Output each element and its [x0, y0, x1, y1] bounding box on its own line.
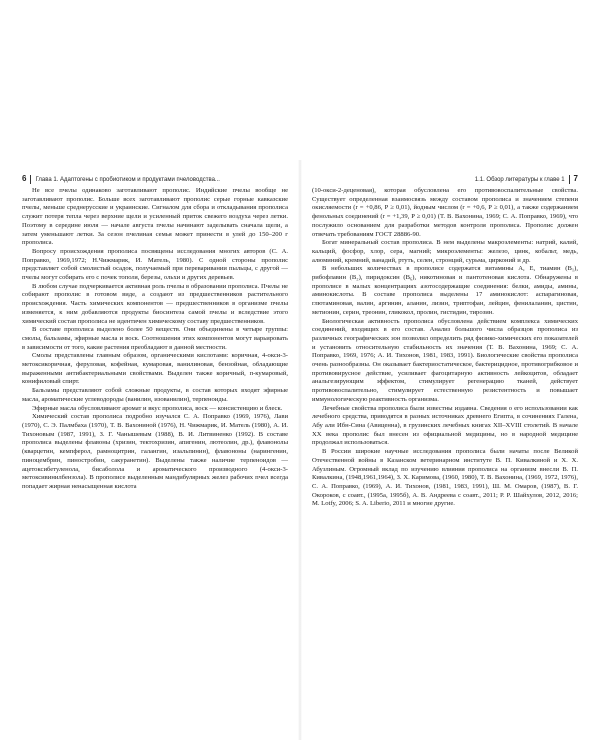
left-running-head-title: Глава 1. Адаптогены с пробиотиком и продуктами пчеловодства...	[35, 177, 220, 183]
paragraph: (10-окси-2-деценовая), которая обусловлена его противовоспалительные свойства. Существует определенная взаимосвязь между составом прополиса и значением степени окисляемости (r = +0,86, P ≥ 0,01), йодным числом (r = +0,6, P ≥ 0,01), а также содержанием фенольных соединений (r = +1,39, P ≥ 0,01) (Т. В. Вахонина, 1969; С. А. Поправко, 1969), что послужило основанием для разработки методов контроля прополиса. Прополис должен отвечать требованиям ГОСТ 28886-90.	[312, 187, 578, 238]
paragraph: Эфирные масла обусловливают аромат и вкус прополиса, воск — консистенцию и блеск.	[32, 404, 283, 412]
paragraph: Биологическая активность прополиса обусловлена действием комплекса химических соединений, входящих в его состав. Анализ большого числа образцов прополиса из различных географических зон позволил определить ряд физико-химических его показателей и установить относительную стабильность их значения (Т. В. Вахонина, 1969; С. А. Поправко, 1969, 1976; А. И. Тихонов, 1981, 1983, 1991). Биологические свойства прополиса очень разнообразны. Он оказывает бактериостатическое, бактерицидное, противогрибковое и противовирусное действие, усиливает фагоцитарную активность лейкоцитов, обладает анальгезирующим эффектом, стимулирует регенерацию тканей, действует противовоспалительно, стимулирует естественную резистентность и повышает иммунологическую реактивность организма.	[312, 317, 578, 403]
paragraph: Вопросу происхождения прополиса посвящены исследования многих авторов (С. А. Поправко, 1969,1972; Н.Чижмарик, И. Матель, 1980). С одной стороны прополис представляет собой смолистый осадок, получаемый при переваривании пыльцы, с другой — пчелы могут собирать его с почек тополя, березы, ольхи и других деревьев.	[22, 247, 288, 282]
paragraph: Химический состав прополиса подробно изучался С. А. Поправко (1969, 1976), Лави (1970), С. Э. Палмбаха (1970), Т. В. Вахониной (1976), Н. Чижмарик, И. Матель (1980), А. И. Тихоновым (1987, 1991), З. Г. Чанышевым (1988), В. И. Литвиненко (1992). В составе прополиса выделены флавоны (хризин, тектохризин, апигенин, лютеолин, др.), флавонолы (кварцетин, кемпферол, рамноцитрин, галангин, изальпинин), флавононы (нарингенин, пиноцембрин, пиностробин, сакуранетин). Выделены также наличие терпеноидов — ацетоксибетуленола, бисаболола и ароматического производного (4-окси-3-метоксивинилбензола). В прополисе выделенным мандибулярных желез рабочих пчел всегда попадает жирная ненасыщенная кислота	[22, 413, 288, 490]
paragraph: Лечебные свойства прополиса были известны издавна. Сведения о его использовании как лечебного средства, приводятся в разных источниках древнего Египта, в сочинениях Галена, Абу али Ибн-Сина (Авиценна), в грузинских лечебных книгах XII–XVIII столетий. В начале XX века прополис был внесен из официальной медицины, но в народной медицине продолжал использоваться.	[312, 404, 578, 447]
right-head-separator	[569, 175, 570, 184]
right-page-text	[312, 187, 578, 733]
left-page	[22, 173, 288, 733]
left-head-separator	[30, 175, 31, 184]
right-page-number: 7	[573, 174, 578, 183]
paragraph: В составе прополиса выделено более 50 веществ. Они объединены в четыре группы: смолы, бальзамы, эфирные масла и воск. Соотношения этих компонентов могут варьировать в зависимости от того, какие растения преобладают в данной местности.	[22, 326, 288, 351]
right-running-head-title: 1.1. Обзор литературы к главе 1	[474, 177, 565, 183]
paragraph: Не все пчелы одинаково заготавливают прополис. Индийские пчелы вообще не заготавливают прополис. Больше всех заготавливают прополис серые горные кавказские пчелы, меньше среднерусские и украинские. Сигналом для сбора и откладывания прополиса служит потеря тепла через верхние щели и усиленный приток свежего воздуха через летки. Поэтому в середине июля — начале августа пчелы начинают заделывать сначала щели, а затем уменьшают летки. За сезон пчелиная семья может принести в улей до 150–200 г прополиса.	[22, 187, 288, 247]
paragraph: Богат минеральный состав прополиса. В нем выделены макроэлементы: натрий, калий, кальций, фосфор, хлор, сера, магний; микроэлементы: железо, цинк, кобальт, медь, алюминий, кремний, ванадий, ртуть, селен, стронций, сурьма, цирконий и др.	[312, 239, 578, 264]
paragraph: Смолы представлены главным образом, органическими кислотами: коричная, 4-окси-3-метоксикоричная, феруловая, кофейная, кумаровая, ванилиновая, бензойная, обладающие выраженными антибактериальными свойствами. Выделен также коричный, п-кумаровый, конифиловый спирт.	[22, 352, 288, 386]
paragraph: В России широкие научные исследования прополиса были начаты после Великой Отечественной войны в Казанском ветеринарном институте В. П. Кивалкиной и Х. Х. Абузлиным. Огромный вклад по изучению влияния прополиса на организм внесли В. П. Кивалкина, (1948,1961,1964), З. Х. Каримова, (1960, 1980), Т. В. Вахонина, (1969, 1972, 1976), С. А. Поправко, (1969), А. И. Тихонов, (1981, 1983, 1991), Ш. М. Омаров, (1987), В. Г. Окороков, с соавт., (1995а, 1995б), А. В. Андреева с соавт., 2011; Р. Р. Шайхулов, 2012, 2016; M. Lotfy, 2006; S. A. Liberio, 2011 и многие другие.	[312, 448, 578, 508]
left-running-head	[22, 173, 288, 185]
right-running-head	[312, 173, 578, 185]
left-page-text	[22, 187, 288, 733]
left-page-number: 6	[22, 174, 27, 183]
paragraph: В любом случае подчеркивается активная роль пчелы в образовании прополиса. Пчелы не собирают прополис в готовом виде, а создают из предшественников растительного происхождения. Часть химических компонентов — предшественников в организме пчелы изменяется, к ним добавляются продукты биосинтеза самой пчелы и вследствие этого химический состав прополиса не идентичен химическому составу предшественников.	[22, 282, 288, 325]
book-gutter	[298, 160, 302, 740]
paragraph: В небольших количествах в прополисе содержатся витамины А, Е, тиамин (В₁), рибофлавин (В₂), пиридоксин (В₆), никотиновая и пантотеновая кислота. Обнаружены в прополисе в малых концентрациях азотосодержащие соединения: белки, амиды, амины, аминокислоты. В составе прополиса выделены 17 аминокислот: аспарагиновая, глютаминовая, валин, аргинин, аланин, лизин, триптофан, лейцин, фенилаланин, цистин, метионин, серин, треонин, гликокол, пролин, гистидин, тирозин.	[312, 265, 578, 316]
right-page	[312, 173, 578, 733]
paragraph: Бальзамы представляют собой сложные продукты, в состав которых входят эфирные масла, ароматические углеводороды (ванилин, изованилин), терпеноиды.	[22, 387, 288, 403]
